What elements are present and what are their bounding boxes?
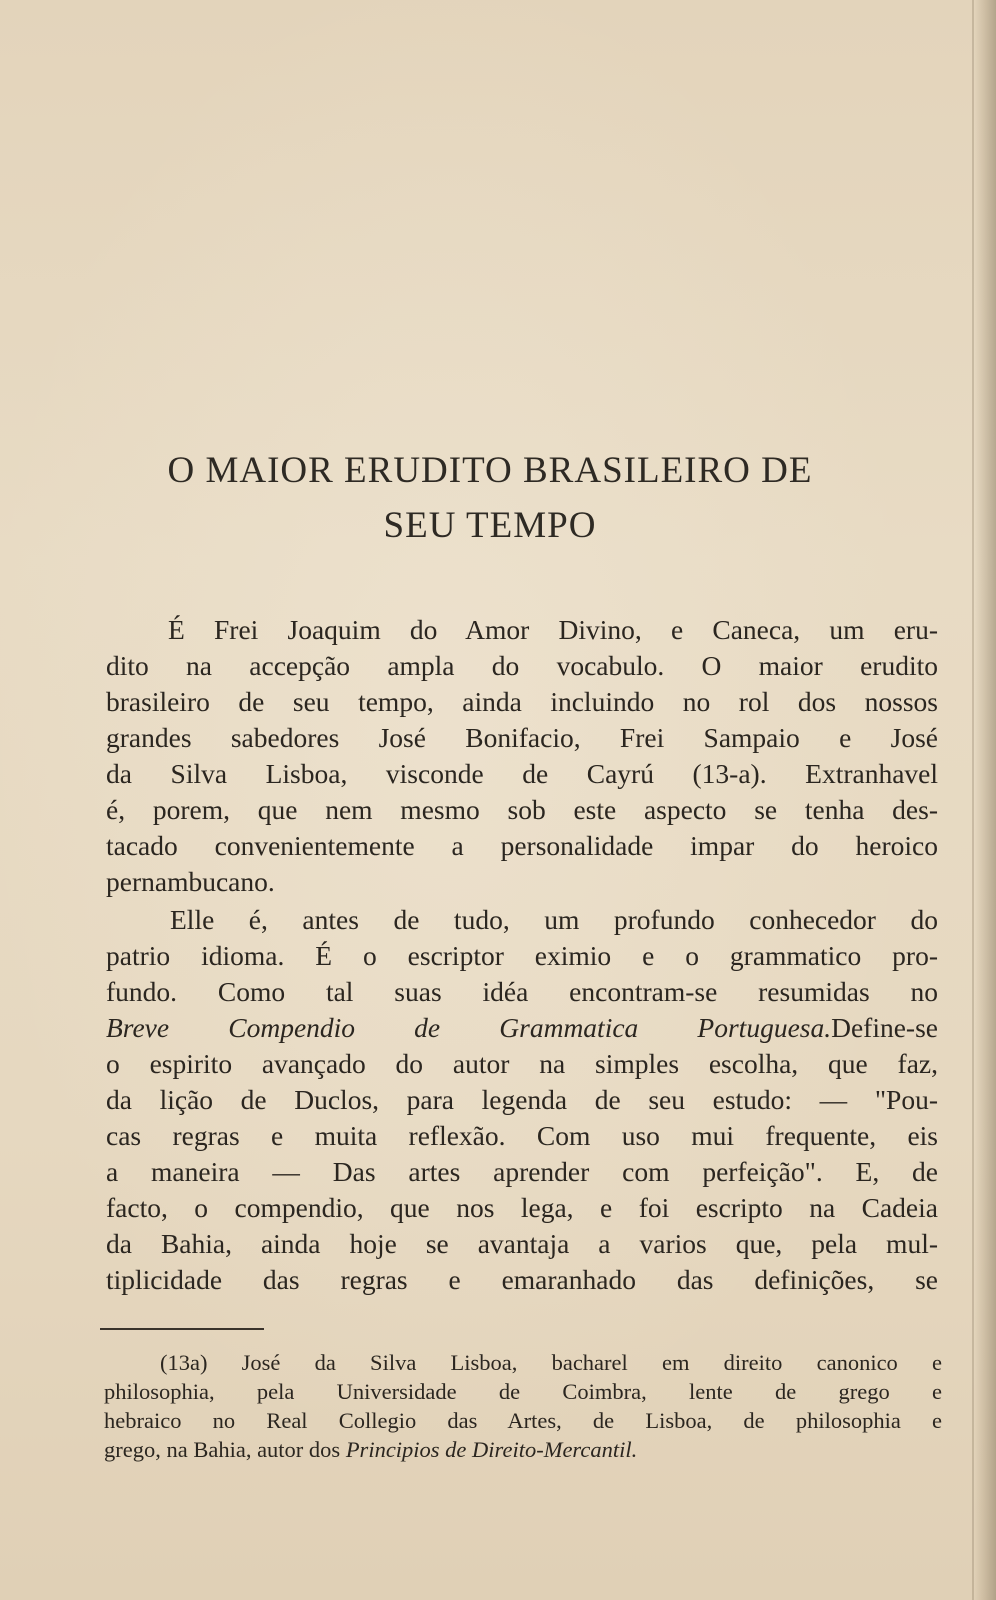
footnote-line-1: (13a) José da Silva Lisboa, bacharel em direito canonico e bbox=[160, 1350, 942, 1375]
paragraph-1-line-7: tacado convenientemente a personalidade impar do heroico bbox=[106, 830, 938, 861]
paragraph-1-line-8: pernambucano. bbox=[106, 866, 275, 897]
paragraph-2-line-8: a maneira — Das artes aprender com perfeição". E, de bbox=[106, 1156, 938, 1187]
paragraph-1-line-2: dito na accepção ampla do vocabulo. O maior erudito bbox=[106, 650, 938, 681]
paragraph-2-line-9: facto, o compendio, que nos lega, e foi escripto na Cadeia bbox=[106, 1192, 938, 1223]
paragraph-2-line-1: Elle é, antes de tudo, um profundo conhecedor do bbox=[170, 904, 938, 935]
footnote-line-3: hebraico no Real Collegio das Artes, de Lisboa, de philosophia e bbox=[104, 1408, 942, 1433]
paragraph-1-line-6: é, porem, que nem mesmo sob este aspecto se tenha des- bbox=[106, 794, 938, 825]
paragraph-2-line-4 bbox=[106, 1014, 938, 1042]
chapter-title-line-2: SEU TEMPO bbox=[383, 505, 597, 546]
paragraph-1-line-3: brasileiro de seu tempo, ainda incluindo no rol dos nossos bbox=[106, 686, 938, 717]
paragraph-2-line-5: o espirito avançado do autor na simples escolha, que faz, bbox=[106, 1048, 938, 1079]
paragraph-2-line-10: da Bahia, ainda hoje se avantaja a varios que, pela mul- bbox=[106, 1228, 938, 1259]
paragraph-2-line-6: da lição de Duclos, para legenda de seu estudo: — "Pou- bbox=[106, 1084, 938, 1115]
footnote-line-4-start: grego, na Bahia, autor dos bbox=[104, 1437, 341, 1462]
paragraph-2-line-2: patrio idioma. É o escriptor eximio e o grammatico pro- bbox=[106, 940, 938, 971]
paragraph-1-line-4: grandes sabedores José Bonifacio, Frei Sampaio e José bbox=[106, 722, 938, 753]
footnote-line-2: philosophia, pela Universidade de Coimbra, lente de grego e bbox=[104, 1379, 942, 1404]
footnote-separator bbox=[100, 1328, 264, 1330]
paragraph-2-line-7: cas regras e muita reflexão. Com uso mui frequente, eis bbox=[106, 1120, 938, 1151]
page-gutter-shadow bbox=[974, 0, 996, 1600]
footnote-line-4 bbox=[104, 1439, 942, 1462]
paragraph-2-line-11: tiplicidade das regras e emaranhado das definições, se bbox=[106, 1264, 938, 1295]
footnote-book-title-italic: Principios de Direito-Mercantil. bbox=[345, 1437, 638, 1462]
paragraph-1-line-5: da Silva Lisboa, visconde de Cayrú (13-a). Extranhavel bbox=[106, 758, 938, 789]
book-title-italic: Breve Compendio de Grammatica Portuguesa. bbox=[106, 1012, 832, 1043]
paragraph-1-line-1: É Frei Joaquim do Amor Divino, e Caneca, um eru- bbox=[168, 614, 938, 645]
chapter-title-line-1: O MAIOR ERUDITO BRASILEIRO DE bbox=[167, 450, 813, 491]
paragraph-2-line-3: fundo. Como tal suas idéa encontram-se resumidas no bbox=[106, 976, 938, 1007]
paragraph-2-line-4-end: Define-se bbox=[831, 1012, 938, 1043]
page-edge bbox=[972, 0, 974, 1600]
